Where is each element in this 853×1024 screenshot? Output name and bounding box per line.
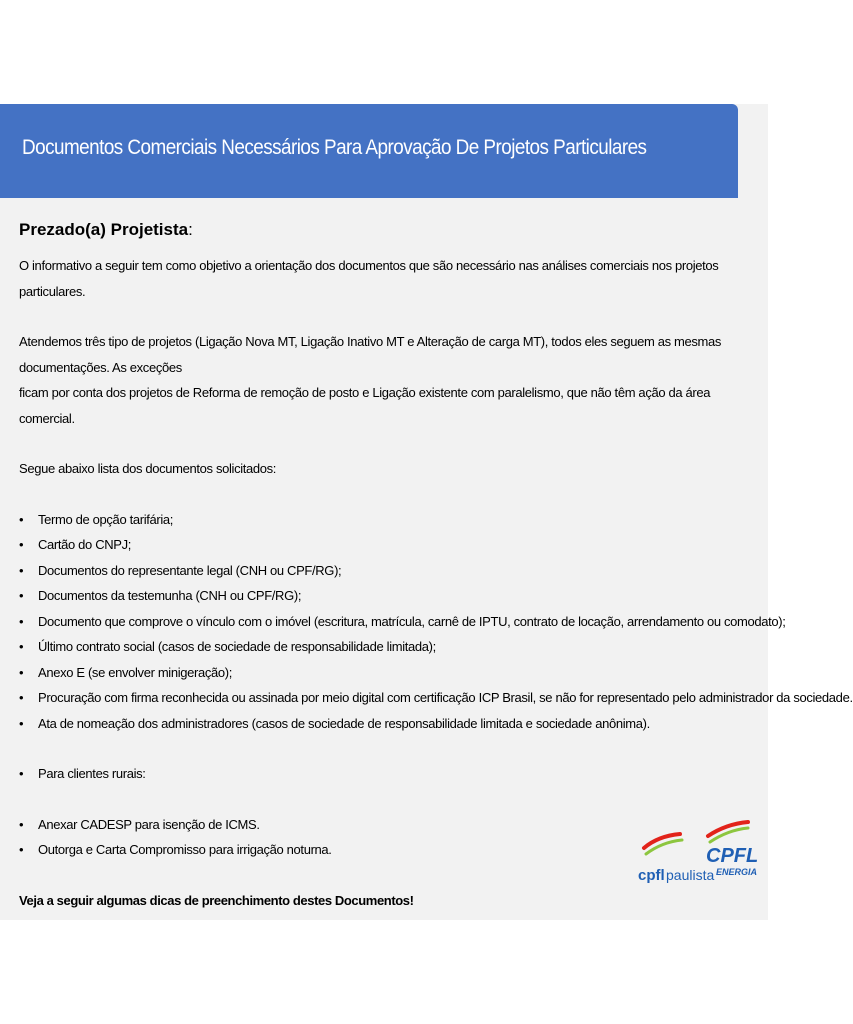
cpfl-logos xyxy=(636,818,759,888)
list-intro: Segue abaixo lista dos documentos solicitados: xyxy=(19,461,277,476)
list-item: • Procuração com firma reconhecida ou assinada por meio digital com certificação ICP Brasil, se não for representado pelo administrador da sociedade. xyxy=(19,685,759,711)
list-item: • Anexo E (se envolver minigeração); xyxy=(19,660,759,686)
paulista-brand: cpfl xyxy=(638,867,665,884)
list-item: • Documento que comprove o vínculo com o imóvel (escritura, matrícula, carnê de IPTU, contrato de locação, arrendamento ou comodato); xyxy=(19,609,759,635)
project-types-paragraph-line2: ficam por conta dos projetos de Reforma de remoção de posto e Ligação existente com paralelismo, que não têm ação da área comercial. xyxy=(19,385,711,426)
page-title: Documentos Comerciais Necessários Para Aprovação De Projetos Particulares xyxy=(22,136,647,159)
list-item: • Documentos da testemunha (CNH ou CPF/RG); xyxy=(19,583,759,609)
energia-brand: CPFL xyxy=(706,845,759,867)
list-item: • Termo de opção tarifária; xyxy=(19,507,759,533)
documents-list xyxy=(19,507,853,737)
greeting-suffix: : xyxy=(188,220,193,239)
list-item: • Documentos do representante legal (CNH ou CPF/RG); xyxy=(19,558,759,584)
energia-sub: ENERGIA xyxy=(716,867,758,877)
greeting xyxy=(19,218,759,242)
list-item: • Cartão do CNPJ; xyxy=(19,532,759,558)
cpfl-paulista-logo xyxy=(638,834,714,884)
logos xyxy=(636,818,759,888)
list-item: • Anexar CADESP para isenção de ICMS. xyxy=(19,812,759,838)
paulista-sub: paulista xyxy=(666,867,715,883)
content xyxy=(19,218,853,913)
greeting-strong: Prezado(a) Projetista xyxy=(19,220,189,239)
title-banner xyxy=(0,104,738,198)
rural-heading: • Para clientes rurais: xyxy=(19,761,759,787)
list-item: • Ata de nomeação dos administradores (casos de sociedade de responsabilidade limitada e sociedade anônima). xyxy=(19,711,759,737)
project-types-paragraph-line1: Atendemos três tipo de projetos (Ligação Nova MT, Ligação Inativo MT e Alteração de carga MT), todos eles seguem as mesmas documentações. As exceções xyxy=(19,334,722,375)
list-item: • Outorga e Carta Compromisso para irrigação noturna. xyxy=(19,837,759,863)
intro-paragraph: O informativo a seguir tem como objetivo a orientação dos documentos que são necessário nas análises comerciais nos projetos particulares. xyxy=(19,258,719,299)
list-item: • Último contrato social (casos de sociedade de responsabilidade limitada); xyxy=(19,634,759,660)
slide xyxy=(0,104,853,920)
closing-text: Veja a seguir algumas dicas de preenchimento destes Documentos! xyxy=(19,892,414,908)
rural-heading-list xyxy=(19,761,759,787)
